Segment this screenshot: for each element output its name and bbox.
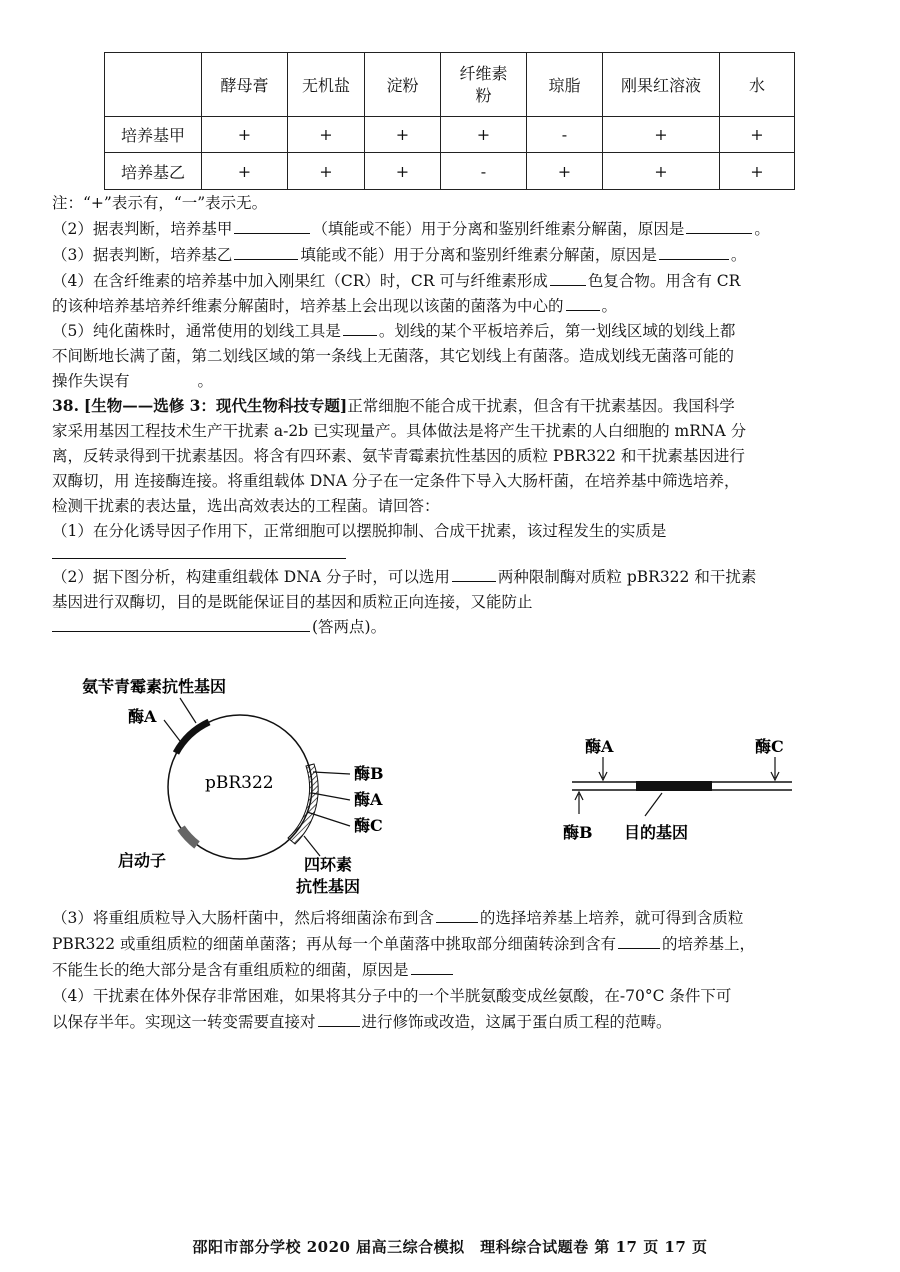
linear-enzyme-b-label: 酶B [563,823,593,842]
enzyme-a-pointer [164,720,180,741]
enzyme-c-pointer [307,812,350,826]
q38-3-text-e: 不能生长的绝大部分是含有重组质粒的细菌，原因是 [52,961,409,979]
row-label: 培养基乙 [105,153,202,190]
q4-text-a: （4）在含纤维素的培养基中加入刚果红（CR）时，CR 可与纤维素形成 [52,272,548,290]
table-cell: + [365,153,441,190]
q2-text-a: （2）据表判断，培养基甲 [52,220,233,238]
q38-sub2-cont: 基因进行双酶切，目的是既能保证目的基因和质粒正向连接，又能防止 [52,593,533,611]
q38-2-text-b: 两种限制酶对质粒 pBR322 和干扰素 [497,568,757,586]
amp-resistance-segment [176,722,209,753]
question-2 [52,218,852,240]
q5-text-a: （5）纯化菌株时，通常使用的划线工具是 [52,322,341,340]
enzyme-b-pointer [313,772,350,774]
q3-text-b: 填能或不能）用于分离和鉴别纤维素分解菌，原因是 [300,246,657,264]
table-header-cell: 水 [720,53,795,117]
q38-sub4-cont [52,1011,852,1033]
medium-table [104,52,795,190]
q38-4-text-b: 以保存半年。实现这一转变需要直接对 [52,1013,316,1031]
table-cell: + [441,117,527,153]
table-header-row [105,53,795,117]
answer-blank[interactable] [343,320,377,336]
q38-sub3-cont [52,933,852,955]
answer-blank[interactable] [686,218,752,234]
q5-end: 。 [197,372,214,390]
q3-end: 。 [730,246,747,264]
question-3 [52,244,852,266]
answer-blank[interactable] [318,1011,360,1027]
plasmid-enzyme-c-label: 酶C [354,816,383,835]
answer-blank[interactable] [452,566,496,582]
q38-sub2-end [52,616,852,638]
q38-line2: 家采用基因工程技术生产干扰素 a-2b 已实现量产。具体做法是将产生干扰素的人白细胞的 mRNA 分 [52,422,747,440]
q2-text-b: （填能或不能）用于分离和鉴别纤维素分解菌，原因是 [312,220,685,238]
q38-line1: 正常细胞不能合成干扰素，但含有干扰素基因。我国科学 [347,397,735,415]
linear-enzyme-a-label: 酶A [585,737,614,756]
answer-blank[interactable] [234,218,310,234]
row-label: 培养基甲 [105,117,202,153]
plasmid-enzyme-b-label: 酶B [354,764,384,783]
q38-3-text-a: （3）将重组质粒导入大肠杆菌中，然后将细菌涂布到含 [52,909,434,927]
promoter-segment [181,828,197,845]
question-4-cont [52,295,852,317]
table-header-empty [105,53,202,117]
q38-3-text-c: PBR322 或重组质粒的细菌单菌落；再从每一个单菌落中挑取部分细菌转涂到含有 [52,935,617,953]
tet-resistance-segment [288,764,318,844]
table-cell: + [603,117,720,153]
q38-2-text-a: （2）据下图分析，构建重组载体 DNA 分子时，可以选用 [52,568,450,586]
target-gene-segment [636,781,712,791]
q38-line5: 检测干扰素的表达量，选出高效表达的工程菌。请回答： [52,497,440,515]
promoter-label: 启动子 [118,851,167,870]
question-4 [52,270,852,292]
table-header-cell: 酵母膏 [202,53,288,117]
plasmid-name-label: pBR322 [205,773,274,793]
table-row [105,153,795,190]
table-cell: + [288,153,365,190]
q38-3-text-b: 的选择培养基上培养，就可得到含质粒 [479,909,744,927]
q5-text-b: 。划线的某个平板培养后，第一划线区域的划线上都 [378,322,736,340]
q4-end: 。 [601,297,618,315]
q3-text-a: （3）据表判断，培养基乙 [52,246,233,264]
plasmid-figure [0,660,900,900]
table-header-cell: 琼脂 [527,53,603,117]
table-cell: + [202,117,288,153]
q38-sub4: （4）干扰素在体外保存非常困难，如果将其分子中的一个半胱氨酸变成丝氨酸，在-70°C 条件下可 [52,987,732,1005]
q38-3-text-d: 的培养基上， [662,935,756,953]
table-header-cell-fiber [441,53,527,117]
plasmid-enzyme-a2-label: 酶A [354,790,383,809]
q38-line4: 双酶切，用 连接酶连接。将重组载体 DNA 分子在一定条件下导入大肠杆菌，在培养基中筛选培养， [52,472,740,490]
table-header-cell: 无机盐 [288,53,365,117]
table-row [105,117,795,153]
question-5-cont: 不间断地长满了菌，第二划线区域的第一条线上无菌落，其它划线上有菌落。造成划线无菌落可能的 [52,347,735,365]
target-gene-label: 目的基因 [624,823,689,842]
question-5-end [52,370,852,392]
table-cell: - [441,153,527,190]
q38-4-text-c: 进行修饰或改造，这属于蛋白质工程的范畴。 [361,1013,672,1031]
page-footer: 邵阳市部分学校 2020 届高三综合模拟 理科综合试题卷 第 17 页 17 页 [192,1238,708,1256]
tet-gene-pointer [304,836,320,856]
question-38-head [52,395,852,417]
table-cell: + [288,117,365,153]
q4-text-c: 的该种培养基培养纤维素分解菌时，培养基上会出现以该菌的菌落为中心的 [52,297,564,315]
linear-enzyme-c-label: 酶C [755,737,784,756]
table-cell: + [720,153,795,190]
q38-number: 38. [52,396,79,415]
answer-blank[interactable] [550,270,586,286]
plasmid-enzyme-a-label: 酶A [128,707,157,726]
table-note: 注：“+”表示有，“一”表示无。 [52,194,268,212]
q2-end: 。 [754,220,770,238]
q38-sub2 [52,566,852,588]
answer-blank[interactable] [52,616,310,632]
question-5 [52,320,852,342]
fiber-header-line2: 粉 [475,85,492,105]
answer-blank[interactable] [436,907,478,923]
tet-gene-label-line1: 四环素 [304,855,353,874]
q38-2-text-d: (答两点)。 [312,618,387,636]
table-header-cell: 淀粉 [365,53,441,117]
table-header-cell: 刚果红溶液 [603,53,720,117]
answer-blank[interactable] [566,295,600,311]
answer-blank[interactable] [411,959,453,975]
answer-blank[interactable] [618,933,660,949]
table-cell: + [527,153,603,190]
q5-text-d: 操作失误有 [52,372,130,390]
q38-sub3-end [52,959,852,981]
q38-line3: 离，反转录得到干扰素基因。将含有四环素、氨苄青霉素抗性基因的质粒 PBR322 和干扰素基因进行 [52,447,745,465]
q38-sub3 [52,907,852,929]
table-cell: + [365,117,441,153]
tet-gene-label-line2: 抗性基因 [296,877,361,896]
table-cell: + [603,153,720,190]
table-cell: + [720,117,795,153]
table-cell: + [202,153,288,190]
answer-blank[interactable] [234,244,298,260]
amp-gene-label: 氨苄青霉素抗性基因 [82,677,227,696]
q38-sub1: （1）在分化诱导因子作用下，正常细胞可以摆脱抑制、合成干扰素，该过程发生的实质是 [52,522,667,540]
q38-heading: [生物——选修 3：现代生物科技专题] [83,396,348,415]
table-cell: - [527,117,603,153]
q4-text-b: 色复合物。用含有 CR [587,272,741,290]
amp-gene-pointer [180,698,196,723]
target-gene-pointer [645,793,662,816]
answer-blank[interactable] [659,244,729,260]
answer-blank-long[interactable] [52,558,346,559]
fiber-header-line1: 纤维素 [459,63,508,83]
